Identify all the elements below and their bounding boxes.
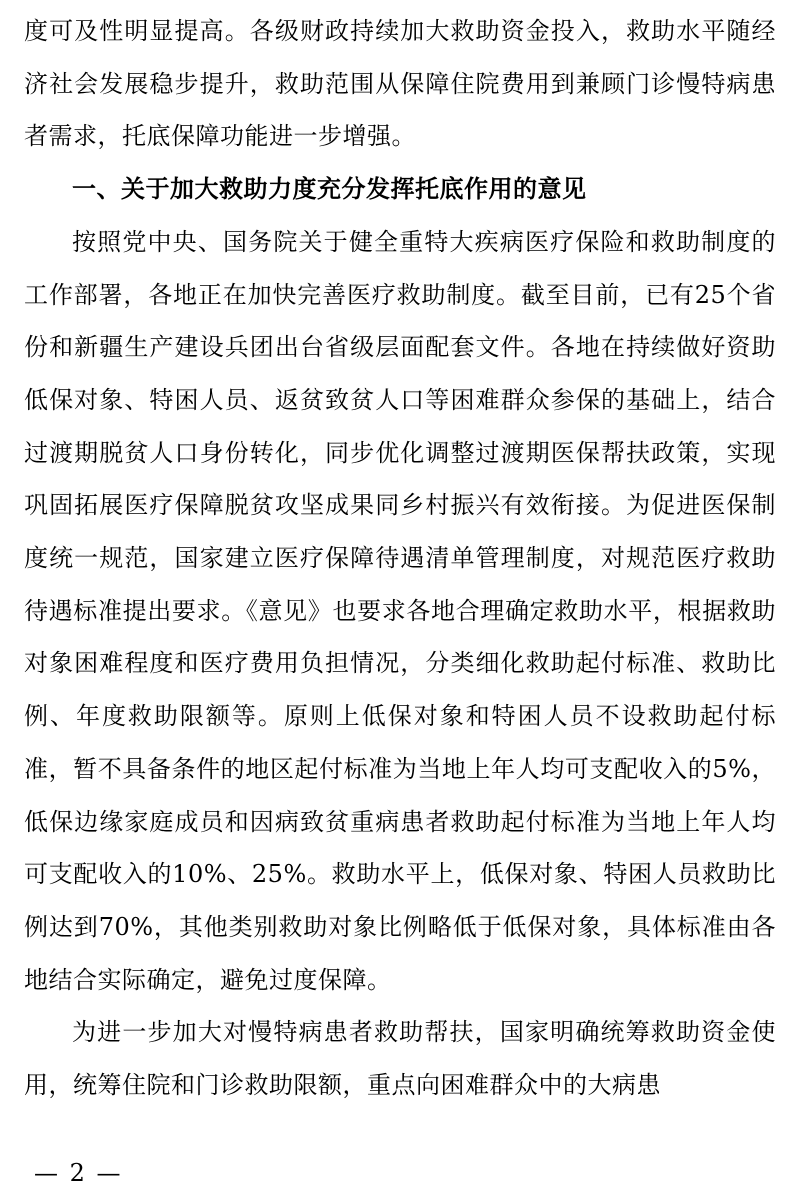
page-number: — 2 — <box>34 1159 123 1187</box>
paragraph-chronic-disease-support: 为进一步加大对慢特病患者救助帮扶，国家明确统筹救助资金使用，统筹住院和门诊救助限额，重点向困难群众中的大病患 <box>24 1018 776 1100</box>
document-body <box>24 5 776 1112</box>
section-heading: 一、关于加大救助力度充分发挥托底作用的意见 <box>72 175 587 204</box>
paragraph-continuation: 度可及性明显提高。各级财政持续加大救助资金投入，救助水平随经济社会发展稳步提升，救助范围从保障住院费用到兼顾门诊慢特病患者需求，托底保障功能进一步增强。 <box>24 17 776 151</box>
paragraph-medical-assistance-progress: 按照党中央、国务院关于健全重特大疾病医疗保险和救助制度的工作部署，各地正在加快完善医疗救助制度。截至目前，已有25个省份和新疆生产建设兵团出台省级层面配套文件。各地在持续做好资助低保对象、特困人员、返贫致贫人口等困难群众参保的基础上，结合过渡期脱贫人口身份转化，同步优化调整过渡期医保帮扶政策，实现巩固拓展医疗保障脱贫攻坚成果同乡村振兴有效衔接。为促进医保制度统一规范，国家建立医疗保障待遇清单管理制度，对规范医疗救助待遇标准提出要求。《意见》也要求各地合理确定救助水平，根据救助对象困难程度和医疗费用负担情况，分类细化救助起付标准、救助比例、年度救助限额等。原则上低保对象和特困人员不设救助起付标准，暂不具备条件的地区起付标准为当地上年人均可支配收入的5%，低保边缘家庭成员和因病致贫重病患者救助起付标准为当地上年人均可支配收入的10%、25%。救助水平上，低保对象、特困人员救助比例达到70%，其他类别救助对象比例略低于低保对象，具体标准由各地结合实际确定，避免过度保障。 <box>24 227 776 994</box>
